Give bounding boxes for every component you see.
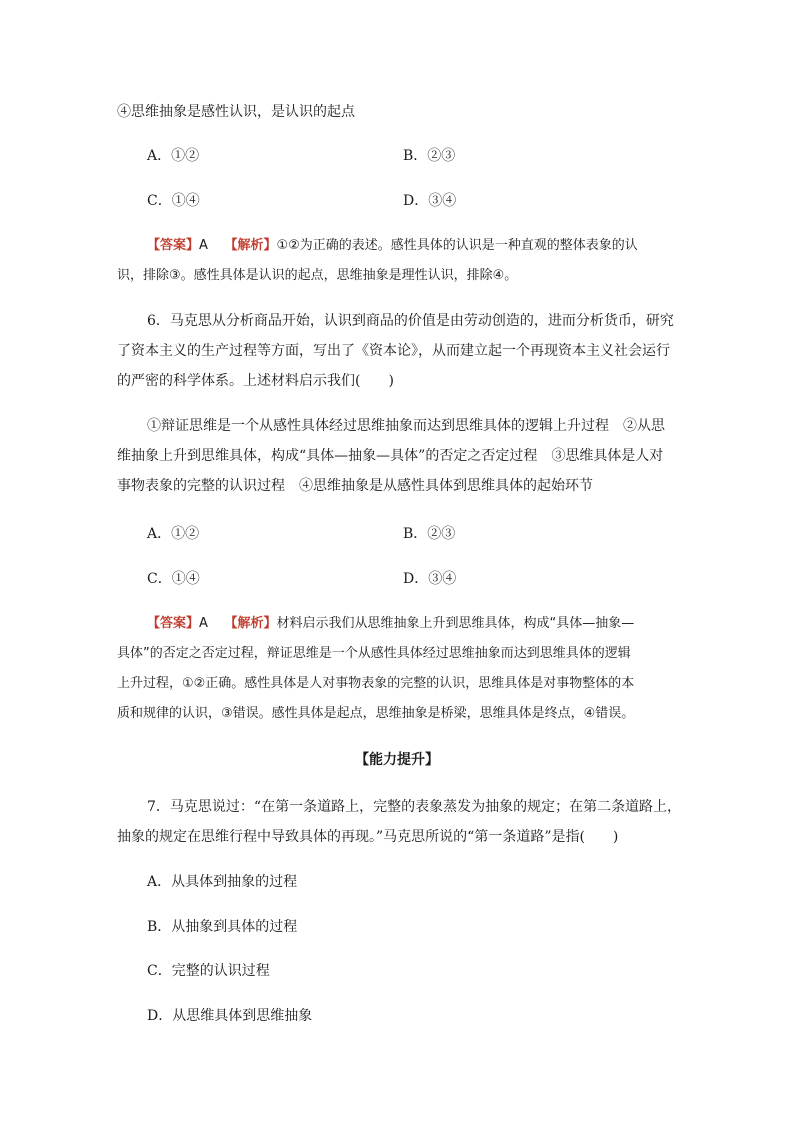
q6-option-c[interactable]: C．①④ xyxy=(147,571,200,587)
q6-option-a[interactable]: A．①② xyxy=(147,526,200,542)
q7-option-d[interactable]: D．从思维具体到思维抽象 xyxy=(147,1008,313,1024)
q5-option-c[interactable]: C．①④ xyxy=(147,193,200,209)
q7-stem-line-1: 7．马克思说过：“在第一条道路上，完整的表象蒸发为抽象的规定；在第二条道路上， xyxy=(147,799,682,815)
answer-value: A xyxy=(199,616,208,631)
q5-answer-line xyxy=(147,236,638,256)
answer-value: A xyxy=(199,238,208,253)
q5-option-d[interactable]: D．③④ xyxy=(403,193,457,209)
q7-stem-line-2: 抽象的规定在思维行程中导致具体的再现。”马克思所说的“第一条道路”是指( ) xyxy=(117,829,619,845)
answer-tag: 【答案】 xyxy=(147,238,200,253)
q6-option-d[interactable]: D．③④ xyxy=(403,571,457,587)
q5-option-a[interactable]: A．①② xyxy=(147,148,200,164)
q6-analysis-line-3: 上升过程，①②正确。感性具体是人对事物表象的完整的认识，思维具体是对事物整体的本 xyxy=(117,676,635,691)
q5-analysis-line-2: 识，排除③。感性具体是认识的起点，思维抽象是理性认识，排除④。 xyxy=(117,268,518,283)
analysis-text: ①②为正确的表述。感性具体的认识是一种直观的整体表象的认 xyxy=(276,238,638,253)
q6-analysis-line-4: 质和规律的认识，③错误。感性具体是起点，思维抽象是桥梁，思维具体是终点，④错误。 xyxy=(117,706,635,721)
analysis-tag: 【解析】 xyxy=(224,616,277,631)
q6-option-b[interactable]: B．②③ xyxy=(403,526,456,542)
q6-statement-line-2: 维抽象上升到思维具体，构成“具体—抽象—具体”的否定之否定过程 ③思维具体是人对 xyxy=(117,448,664,464)
q7-option-a[interactable]: A．从具体到抽象的过程 xyxy=(147,874,298,890)
q6-statement-line-3: 事物表象的完整的认识过程 ④思维抽象是从感性具体到思维具体的起始环节 xyxy=(117,478,593,494)
section-title: 【能力提升】 xyxy=(355,752,439,768)
q6-analysis-line-2: 具体”的否定之否定过程，辩证思维是一个从感性具体经过思维抽象而达到思维具体的逻辑 xyxy=(117,646,631,661)
q7-option-c[interactable]: C．完整的认识过程 xyxy=(147,963,270,979)
q6-statement-line-1: ①辩证思维是一个从感性具体经过思维抽象而达到思维具体的逻辑上升过程 ②从思 xyxy=(147,418,665,434)
q6-answer-line xyxy=(147,614,634,634)
q7-option-b[interactable]: B．从抽象到具体的过程 xyxy=(147,919,298,935)
analysis-text: 材料启示我们从思维抽象上升到思维具体，构成“具体—抽象— xyxy=(276,616,635,631)
analysis-tag: 【解析】 xyxy=(224,238,277,253)
q6-stem-line-3: 的严密的科学体系。上述材料启示我们( ) xyxy=(117,373,394,389)
answer-tag: 【答案】 xyxy=(147,616,200,631)
q6-stem-line-1: 6．马克思从分析商品开始，认识到商品的价值是由劳动创造的，进而分析货币，研究 xyxy=(147,313,674,329)
q5-option-b[interactable]: B．②③ xyxy=(403,148,456,164)
statement-4: ④思维抽象是感性认识，是认识的起点 xyxy=(117,104,355,120)
q6-stem-line-2: 了资本主义的生产过程等方面，写出了《资本论》，从而建立起一个再现资本主义社会运行 xyxy=(117,343,670,359)
